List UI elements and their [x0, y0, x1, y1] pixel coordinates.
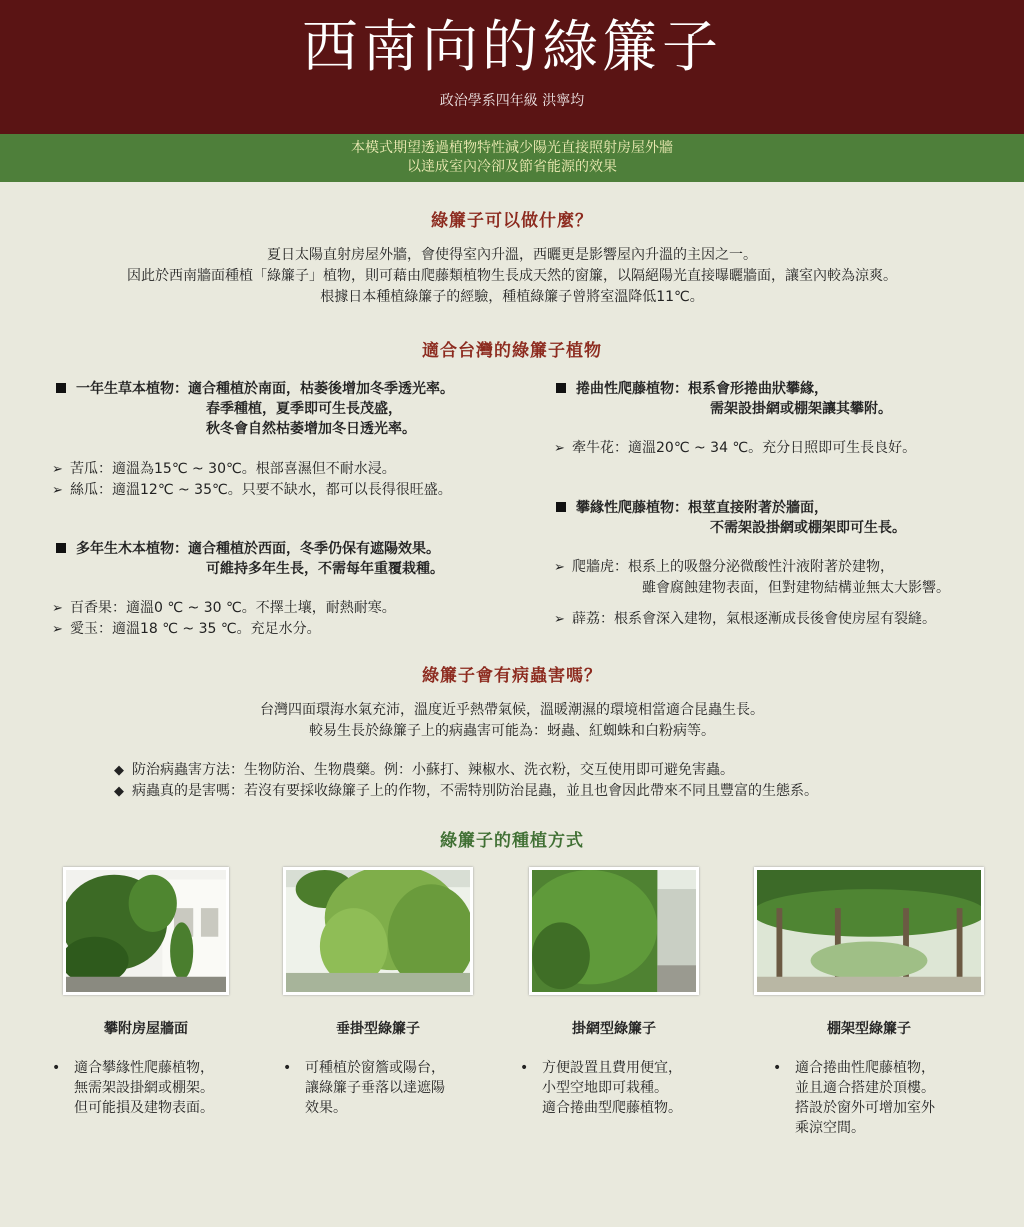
photo-wall-climbing [63, 867, 229, 995]
pests-line-2: 較易生長於綠簾子上的病蟲害可能為：蚜蟲、紅蜘蛛和白粉病等。 [309, 723, 715, 739]
arrow-bullet-icon: ➢ [52, 601, 63, 616]
banner-line-2: 以達成室內冷卻及節省能源的效果 [407, 159, 617, 175]
arrow-bullet-icon: ➢ [52, 622, 63, 637]
what-line-3: 根據日本種植綠簾子的經驗，種植綠簾子曾將室溫降低11℃。 [320, 289, 704, 305]
method-desc-3: • 方便設置且費用便宜， 小型空地即可栽種。 適合捲曲型爬藤植物。 [520, 1060, 682, 1116]
annual-heading: 一年生草本植物：適合種植於南面，枯萎後增加冬季透光率。 [76, 381, 454, 397]
section-title-methods: 綠簾子的種植方式 [440, 831, 584, 851]
list-item: ➢ 爬牆虎：根系上的吸盤分泌微酸性汁液附著於建物， [554, 557, 1014, 578]
photo-trellis [754, 867, 984, 995]
curl-plants-block [556, 379, 1006, 419]
photo-hanging [283, 867, 473, 995]
list-item: ➢ 薜荔：根系會深入建物，氣根逐漸成長後會使房屋有裂縫。 [554, 609, 1014, 630]
method-caption-2: 垂掛型綠簾子 [336, 1021, 420, 1037]
perennial-heading: 多年生木本植物：適合種植於西面，冬季仍保有遮陽效果。 [76, 541, 440, 557]
arrow-bullet-icon: ➢ [554, 612, 565, 627]
arrow-bullet-icon: ➢ [52, 483, 63, 498]
pests-line-1: 台灣四面環海水氣充沛，溫度近乎熱帶氣候，溫暖潮濕的環境相當適合昆蟲生長。 [260, 702, 764, 718]
section-title-plants: 適合台灣的綠簾子植物 [422, 341, 602, 361]
intro-banner [0, 134, 1024, 182]
arrow-bullet-icon: ➢ [52, 462, 63, 477]
climb-items [554, 557, 1014, 630]
annual-plants-block [56, 379, 536, 439]
square-bullet-icon [556, 502, 566, 512]
page-title: 西南向的綠簾子 [302, 15, 722, 80]
section-pests-text [0, 700, 1024, 742]
list-item: ➢ 絲瓜：適溫12℃ ~ 35℃。只要不缺水，都可以長得很旺盛。 [52, 480, 532, 501]
diamond-bullet-icon: ◆ [114, 763, 124, 778]
list-item: ➢ 愛玉：適溫18 ℃ ~ 35 ℃。充足水分。 [52, 619, 532, 640]
method-desc-1: • 適合攀緣性爬藤植物， 無需架設掛網或棚架。 但可能損及建物表面。 [52, 1060, 214, 1116]
arrow-bullet-icon: ➢ [554, 441, 565, 456]
perennial-plants-block [56, 539, 536, 579]
list-item: ➢ 百香果：適溫0 ℃ ~ 30 ℃。不擇土壤，耐熱耐寒。 [52, 598, 532, 619]
climb-cont-1: 不需架設掛網或棚架即可生長。 [710, 520, 906, 536]
method-caption-1: 攀附房屋牆面 [104, 1021, 188, 1037]
arrow-bullet-icon: ➢ [554, 560, 565, 575]
photo-net [529, 867, 699, 995]
section-title-pests: 綠簾子會有病蟲害嗎？ [422, 666, 602, 686]
climb-heading: 攀緣性爬藤植物：根莖直接附著於牆面， [576, 500, 828, 516]
diamond-bullet-icon: ◆ [114, 784, 124, 799]
square-bullet-icon [56, 383, 66, 393]
method-desc-4: • 適合捲曲性爬藤植物， 並且適合搭建於頂樓。 搭設於窗外可增加室外 乘涼空間。 [773, 1060, 935, 1136]
pests-bullets [114, 760, 1014, 802]
list-item: ◆ 病蟲真的是害嗎：若沒有要採收綠簾子上的作物，不需特別防治昆蟲，並且也會因此帶來不同且豐富的生態系。 [114, 781, 1014, 802]
method-caption-3: 掛網型綠簾子 [572, 1021, 656, 1037]
curl-heading: 捲曲性爬藤植物：根系會形捲曲狀攀緣， [576, 381, 828, 397]
method-desc-2: • 可種植於窗簷或陽台， 讓綠簾子垂落以達遮陽 效果。 [283, 1060, 445, 1116]
square-bullet-icon [56, 543, 66, 553]
page-header [0, 0, 1024, 134]
banner-line-1: 本模式期望透過植物特性減少陽光直接照射房屋外牆 [351, 140, 673, 156]
square-bullet-icon [556, 383, 566, 393]
list-item: ➢ 苦瓜：適溫為15℃ ~ 30℃。根部喜濕但不耐水浸。 [52, 459, 532, 480]
curl-items [554, 438, 1004, 459]
what-line-1: 夏日太陽直射房屋外牆，會使得室內升溫，西曬更是影響屋內升溫的主因之一。 [267, 247, 757, 263]
what-line-2: 因此於西南牆面種植「綠簾子」植物，則可藉由爬藤類植物生長成天然的窗簾，以隔絕陽光直接曝曬牆面，讓室內較為涼爽。 [127, 268, 897, 284]
perennial-items [52, 598, 532, 640]
author-line: 政治學系四年級 洪寧均 [439, 93, 585, 109]
list-item: ➢ 牽牛花：適溫20℃ ~ 34 ℃。充分日照即可生長良好。 [554, 438, 1004, 459]
climb-plants-block [556, 498, 1006, 538]
section-what-text [0, 245, 1024, 308]
annual-items [52, 459, 532, 501]
annual-cont-2: 秋冬會自然枯萎增加冬日透光率。 [206, 421, 416, 437]
list-item: ◆ 防治病蟲害方法：生物防治、生物農藥。例：小蘇打、辣椒水、洗衣粉，交互使用即可避免害蟲。 [114, 760, 1014, 781]
annual-cont-1: 春季種植，夏季即可生長茂盛， [206, 401, 402, 417]
curl-cont-1: 需架設掛網或棚架讓其攀附。 [710, 401, 892, 417]
method-caption-4: 棚架型綠簾子 [827, 1021, 911, 1037]
section-title-what: 綠簾子可以做什麼？ [431, 211, 593, 231]
perennial-cont-1: 可維持多年生長，不需每年重覆栽種。 [206, 561, 444, 577]
list-item-cont: 雖會腐蝕建物表面，但對建物結構並無太大影響。 [642, 580, 950, 596]
